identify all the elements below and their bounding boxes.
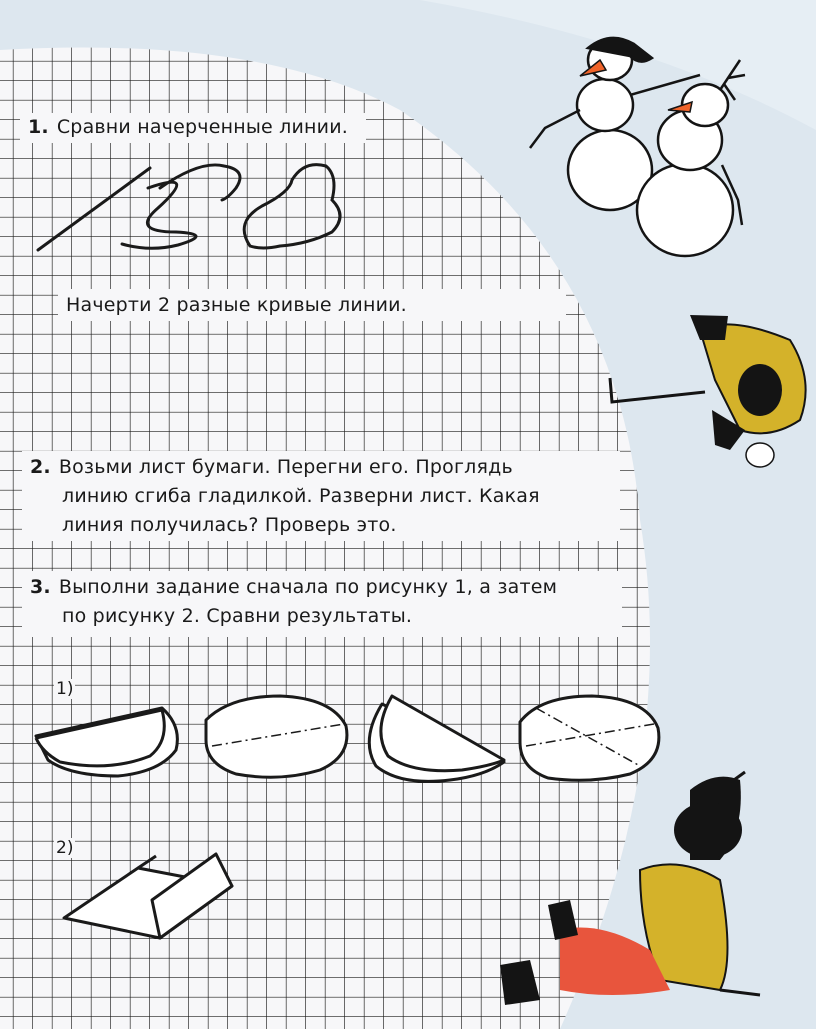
task-1-lines [38, 165, 340, 250]
figure-1-step-2 [206, 696, 347, 777]
task-2-number: 2. [30, 456, 51, 478]
task-3-number: 3. [30, 576, 51, 598]
task-3-line-1: Выполни задание сначала по рисунку 1, а затем [58, 576, 558, 598]
straight-line [38, 168, 150, 250]
task-3-line-2: по рисунку 2. Сравни результаты. [62, 605, 413, 627]
task-2-line-2: линию сгиба гладилкой. Разверни лист. Какая [62, 485, 540, 507]
task-2-line-1: Возьми лист бумаги. Перегни его. Проглядь [58, 456, 513, 478]
task-2-line-3: линия получилась? Проверь это. [62, 514, 397, 536]
figure-2-fold [64, 854, 232, 938]
task-1-text: Сравни начерченные линии. [56, 116, 349, 138]
closed-curve [244, 165, 340, 248]
figure-2-label: 2) [56, 838, 74, 858]
task-1-subtext: Начерти 2 разные кривые линии. [66, 294, 407, 316]
figure-1-sequence [36, 696, 659, 781]
curve-line [122, 165, 240, 248]
figure-1-label: 1) [56, 679, 74, 699]
task-1-number: 1. [28, 116, 49, 138]
